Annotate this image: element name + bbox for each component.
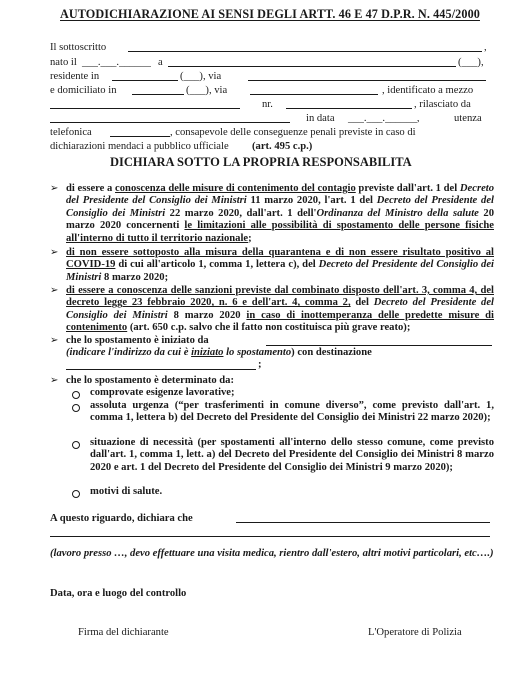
domicile-street-line[interactable]: [250, 94, 378, 95]
row-telefono: telefonica , consapevole delle conseguenze penali previste in caso di: [50, 127, 416, 138]
form-title: AUTODICHIARAZIONE AI SENSI DEGLI ARTT. 46 E 47 D.P.R. N. 445/2000: [60, 7, 480, 21]
option-lavoro: comprovate esigenze lavorative;: [90, 387, 235, 398]
domicile-line[interactable]: [132, 94, 184, 95]
destination-line[interactable]: [66, 369, 256, 370]
row-riguardo: A questo riguardo, dichiara che: [50, 512, 490, 526]
reason-line-2[interactable]: [50, 536, 490, 537]
option-s3-checkbox[interactable]: [72, 441, 80, 449]
name-line[interactable]: [128, 51, 482, 52]
declaration-item-5: che lo spostamento è determinato da:: [66, 375, 235, 386]
reason-line-1[interactable]: [236, 522, 490, 523]
arrow-bullet-icon: ➢: [50, 247, 59, 258]
declaration-item-4: che lo spostamento è iniziato da (indicare l'indirizzo da cui è iniziato lo spostamento) con destinazione ;: [66, 335, 494, 375]
label-nato: nato il: [50, 57, 77, 68]
row-nato: nato il ___.___.______ a (___),: [50, 57, 484, 68]
residence-line[interactable]: [112, 80, 178, 81]
reason-note: (lavoro presso …, devo effettuare una visita medica, rientro dall'estero, altri motivi particolari, etc….): [50, 548, 494, 559]
signature-declarant-label: Firma del dichiarante: [78, 627, 169, 638]
option-salute: motivi di salute.: [90, 486, 163, 497]
document-number-line[interactable]: [286, 108, 412, 109]
declaration-item-2: di non essere sottoposto alla misura della quarantena e di non essere risultato positivo al COVID-19 di cui all'articolo 1, comma 1, lettera c), del Decreto del Presidente del Consiglio dei Ministri 8 marzo 2020;: [66, 247, 494, 283]
row-sottoscritto: Il sottoscritto ,: [50, 42, 487, 53]
label-sottoscritto: Il sottoscritto: [50, 42, 107, 53]
document-type-line[interactable]: [50, 108, 240, 109]
declaration-item-1: di essere a conoscenza delle misure di contenimento del contagio previste dall'art. 1 del Decreto del Presidente del Consiglio dei Ministri 11 marzo 2020, l'art. 1 del Decreto del Presidente del Consiglio dei Ministri 22 marzo 2020, dall'art. 1 dell'Ordinanza del Ministro della salute 20 marzo 2020 concernenti le limitazioni alle possibilità di spostamento delle persone fisiche all'interno di tutto il territorio nazionale;: [66, 183, 495, 244]
declaration-item-3: di essere a conoscenza delle sanzioni previste dal combinato disposto dell'art. 3, comma 4, del decreto legge 23 febbraio 2020, n. 6 e dell'art. 4, comma 2, del Decreto del Presidente del Consiglio dei Ministri 8 marzo 2020 in caso di inottemperanza delle predette misure di contenimento (art. 650 c.p. salvo che il fatto non costituisca più grave reato);: [66, 285, 495, 334]
issuer-line[interactable]: [50, 122, 290, 123]
phone-line[interactable]: [110, 136, 170, 137]
origin-address-line[interactable]: [266, 345, 492, 346]
declaration-heading: DICHIARA SOTTO LA PROPRIA RESPONSABILITA: [110, 155, 412, 169]
row-rilascio: in data ___.___.______, utenza: [50, 112, 490, 126]
arrow-bullet-icon: ➢: [50, 285, 59, 296]
option-s2-checkbox[interactable]: [72, 404, 80, 412]
option-urgenza: assoluta urgenza (“per trasferimenti in comune diverso”, come previsto dall'art. 1, comma 1, lettera b) del Decreto del Presidente del Consiglio dei Ministri 22 marzo 2020);: [90, 400, 494, 424]
arrow-bullet-icon: ➢: [50, 183, 59, 194]
residence-street-line[interactable]: [248, 80, 486, 81]
arrow-bullet-icon: ➢: [50, 375, 59, 386]
row-documento: nr. , rilasciato da: [50, 98, 490, 112]
issue-date-field[interactable]: ___.___.______,: [348, 113, 420, 124]
row-residente: residente in (___), via: [50, 70, 490, 84]
signature-officer-label: L'Operatore di Polizia: [368, 627, 462, 638]
province-field[interactable]: (___),: [458, 57, 484, 68]
option-s1-checkbox[interactable]: [72, 391, 80, 399]
birth-date-field[interactable]: ___.___.______: [82, 57, 151, 68]
option-necessita: situazione di necessità (per spostamenti all'interno dello stesso comune, come previsto dall'art. 1, comma 1, lett. a) del Decreto del Presidente del Consiglio dei Ministri 8 marzo 2020 e art. 1 del Decreto del Presidente del Consiglio dei Ministri 9 marzo 2020);: [90, 437, 494, 473]
row-domiciliato: e domiciliato in (___), via , identificato a mezzo: [50, 85, 474, 96]
row-dichiarazioni: dichiarazioni mendaci a pubblico ufficiale (art. 495 c.p.): [50, 141, 313, 152]
control-date-label: Data, ora e luogo del controllo: [50, 588, 187, 599]
birthplace-line[interactable]: [168, 66, 456, 67]
arrow-bullet-icon: ➢: [50, 335, 59, 346]
option-s4-checkbox[interactable]: [72, 490, 80, 498]
